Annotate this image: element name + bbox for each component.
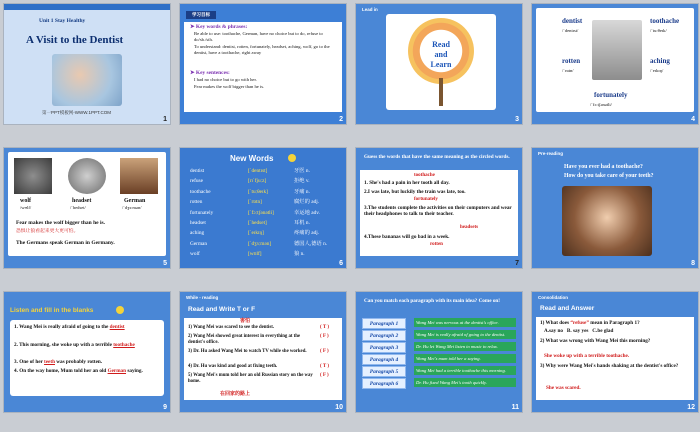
blank-line-3: 3. One of her teeth was probably rotten. bbox=[14, 359, 103, 365]
answer-heading: Read and Answer bbox=[540, 305, 595, 312]
slide-thumbnail-7[interactable] bbox=[355, 147, 523, 269]
slide-sorter-grid bbox=[3, 3, 697, 429]
word-row-phonetic: [ˈrɒtn] bbox=[248, 199, 262, 206]
tf-answer: ( F ) bbox=[320, 373, 329, 378]
phonetic-dentist: /ˈdentɪst/ bbox=[562, 28, 579, 33]
blank-line-2: 2. This morning, she woke up with a terrible toothache bbox=[14, 342, 135, 348]
word-row-word: toothache bbox=[190, 188, 211, 195]
slide-title: A Visit to the Dentist bbox=[26, 34, 124, 46]
word-row bbox=[190, 166, 340, 176]
paragraph-label[interactable]: Paragraph 5 bbox=[362, 366, 406, 377]
smiley-icon bbox=[288, 154, 296, 162]
keywords-heading: ➤ Key words & phrases: bbox=[190, 24, 248, 30]
sentence-germans: The Germans speak German in Germany. bbox=[16, 240, 115, 246]
word-rotten: rotten bbox=[562, 57, 581, 65]
phonetic-aching: /ˈeɪkɪŋ/ bbox=[650, 68, 664, 73]
slide-number: 5 bbox=[163, 260, 167, 267]
sentence-translation: 恐惧让狼看起来更大更可怕。 bbox=[16, 229, 79, 234]
paragraph-label[interactable]: Paragraph 6 bbox=[362, 378, 406, 389]
main-idea-box[interactable]: Wang Mei's mum told her a saying. bbox=[414, 354, 516, 363]
illustration-card bbox=[386, 14, 496, 110]
tf-statement: 5) Wang Mei's mum told her an old Russian story on the way home. bbox=[188, 373, 313, 384]
word-row-meaning: 幸运地 adv. bbox=[294, 209, 320, 216]
phonetic-rotten: /ˈrɒtn/ bbox=[562, 68, 574, 73]
top-band bbox=[4, 4, 170, 10]
answer-3: She was scared. bbox=[546, 385, 581, 391]
word-german: German bbox=[124, 198, 146, 204]
word-row-meaning: 牙医 n. bbox=[294, 168, 310, 174]
answer-4: rotten bbox=[430, 242, 443, 247]
keywords-line-1: Be able to use: toothache, German, have no choice but to do, refuse to do/sb./sth. bbox=[194, 31, 323, 42]
word-row bbox=[190, 249, 340, 259]
section-label: While - reading bbox=[186, 295, 219, 300]
word-row-meaning: 牙痛 n. bbox=[294, 188, 310, 195]
tf-statement: 4) Dr. Hu was kind and good at fixing teeth. bbox=[188, 364, 278, 369]
slide-number: 6 bbox=[339, 260, 343, 267]
tf-statement: 3) Dr. Hu asked Wang Mei to watch TV while she worked. bbox=[188, 349, 307, 354]
word-row-phonetic: [ˈeɪkɪŋ] bbox=[248, 230, 264, 237]
listen-heading: Listen and fill in the blanks bbox=[10, 307, 94, 314]
smiley-icon bbox=[116, 306, 124, 314]
options-row: A.say no B. say yes C.be glad bbox=[544, 328, 614, 334]
new-words-table bbox=[190, 166, 340, 260]
word-wolf: wolf bbox=[20, 198, 31, 204]
word-aching: aching bbox=[650, 57, 670, 65]
slide-number: 3 bbox=[515, 116, 519, 123]
word-row-meaning: 德国人,德语 n. bbox=[294, 240, 328, 247]
sentence-1: I had no choice but to go with her. bbox=[194, 77, 257, 82]
slide-number: 8 bbox=[691, 260, 695, 267]
word-row-phonetic: [wʊlf] bbox=[248, 251, 262, 258]
question-3: 3) Why were Wang Mei's hands shaking at the dentist's office? bbox=[540, 363, 679, 369]
word-row-phonetic: [ˈfɔːtʃənətli] bbox=[248, 209, 274, 216]
word-row-word: fortunately bbox=[190, 209, 214, 216]
word-row-phonetic: [ˈhedset] bbox=[248, 219, 267, 226]
paragraph-label[interactable]: Paragraph 1 bbox=[362, 318, 406, 329]
guess-heading: Guess the words that have the same meaning as the circled words. bbox=[364, 154, 510, 160]
paragraph-label[interactable]: Paragraph 2 bbox=[362, 330, 406, 341]
tf-statement: 1) Wang Mei was scared to see the dentist. bbox=[188, 325, 275, 330]
tf-answer: ( F ) bbox=[320, 334, 329, 339]
note-scared: 害怕 bbox=[240, 319, 251, 324]
slide-thumbnail-4[interactable] bbox=[531, 3, 699, 125]
word-row-word: headset bbox=[190, 219, 206, 226]
slide-number: 10 bbox=[335, 404, 343, 411]
section-label: Pre-reading bbox=[538, 151, 564, 156]
dentist-photo bbox=[52, 54, 122, 106]
tf-statement: 2) Wang Mei showed great interest in everything at the dentist's office. bbox=[188, 334, 301, 345]
read-and-learn-text: Read and Learn bbox=[430, 40, 452, 69]
tf-answer: ( T ) bbox=[320, 325, 329, 330]
word-row-phonetic: [ˈdʒɜːmən] bbox=[248, 240, 272, 247]
word-row-meaning: 耳机 n. bbox=[294, 219, 310, 226]
slide-thumbnail-10[interactable] bbox=[179, 291, 347, 413]
phonetic-wolf: /wʊlf/ bbox=[20, 205, 32, 210]
tf-answer: ( T ) bbox=[320, 364, 329, 369]
word-row bbox=[190, 208, 340, 218]
word-row-word: refuse bbox=[190, 178, 203, 185]
slide-number: 7 bbox=[515, 260, 519, 267]
paragraph-label[interactable]: Paragraph 3 bbox=[362, 342, 406, 353]
tf-answer: ( F ) bbox=[320, 349, 329, 354]
word-row-word: wolf bbox=[190, 251, 200, 258]
word-toothache: toothache bbox=[650, 17, 680, 25]
phonetic-toothache: /ˈtuːθeɪk/ bbox=[650, 28, 667, 33]
slide-thumbnail-1[interactable] bbox=[3, 3, 171, 125]
main-idea-box[interactable]: Wang Mei was nervous at the dentist's office. bbox=[414, 318, 516, 327]
unit-label: Unit 1 Stay Healthy bbox=[39, 18, 86, 24]
section-label: Consolidation bbox=[538, 295, 568, 300]
word-row-word: dentist bbox=[190, 168, 205, 174]
word-row-phonetic: [ˈtuːθeɪk] bbox=[248, 188, 268, 195]
slide-number: 9 bbox=[163, 404, 167, 411]
content-card bbox=[10, 320, 164, 396]
question-4: 4.These bananas will go bad in a week. bbox=[364, 234, 450, 240]
note-way-home: 在回家的路上 bbox=[220, 392, 251, 397]
word-row-phonetic: [ˈdentɪst] bbox=[248, 168, 268, 174]
new-words-title: New Words bbox=[230, 154, 274, 163]
word-row bbox=[190, 228, 340, 238]
question-2: How do you take care of your teeth? bbox=[564, 173, 654, 179]
tf-heading: Read and Write T or F bbox=[188, 306, 256, 313]
sentence-wolf: Fear makes the wolf bigger than he is. bbox=[16, 220, 106, 226]
word-row-meaning: 狼 n. bbox=[294, 251, 305, 258]
answer-3: headsets bbox=[460, 225, 479, 230]
word-row-meaning: 腐烂的 adj. bbox=[294, 199, 320, 206]
sentences-heading: ➤ Key sentences: bbox=[190, 70, 230, 76]
section-label: Lead in bbox=[362, 7, 378, 12]
word-headset: headset bbox=[72, 198, 92, 204]
phonetic-german: /ˈdʒɜːmən/ bbox=[122, 205, 142, 210]
headset-image bbox=[68, 158, 106, 194]
question-1: 1) What does “refuse” mean in Paragraph 1? bbox=[540, 320, 640, 326]
phonetic-fortunately: /ˈfɔːtʃənətli/ bbox=[590, 102, 612, 107]
slide-number: 12 bbox=[687, 404, 695, 411]
answer-1: toothache bbox=[414, 173, 435, 178]
section-tag: 学习目标 bbox=[186, 11, 216, 19]
sentence-2: Fear makes the wolf bigger than he is. bbox=[194, 84, 265, 89]
girl-at-dentist-photo bbox=[562, 186, 652, 256]
word-row bbox=[190, 218, 340, 228]
slide-thumbnail-12[interactable] bbox=[531, 291, 699, 413]
slide-number: 4 bbox=[691, 116, 695, 123]
blank-line-1: 1. Wang Mei is really afraid of going to the dentist bbox=[14, 324, 125, 330]
main-idea-box[interactable]: Dr. Hu fixed Wang Mei's tooth quickly. bbox=[414, 378, 516, 387]
question-3: 3.The students complete the activities on their computers and wear their headphones to talk to their teacher. bbox=[364, 205, 512, 218]
word-dentist: dentist bbox=[562, 17, 583, 25]
slide-thumbnail-5[interactable] bbox=[3, 147, 171, 269]
answer-2: fortunately bbox=[414, 197, 438, 202]
question-2: 2) What was wrong with Wang Mei this morning? bbox=[540, 338, 651, 344]
question-1: 1. She's had a pain in her tooth all day. bbox=[364, 180, 450, 186]
slide-number: 1 bbox=[163, 116, 167, 123]
word-fortunately: fortunately bbox=[594, 91, 628, 99]
word-row-word: aching bbox=[190, 230, 205, 237]
german-image bbox=[120, 158, 158, 194]
word-row-phonetic: [rɪˈfjuːz] bbox=[248, 178, 267, 185]
main-idea-box[interactable]: Wang Mei is really afraid of going to the dentist. bbox=[414, 330, 516, 339]
word-row-meaning: 拒绝 v. bbox=[294, 178, 310, 185]
question-2: 2.I was late, but luckily the train was late, too. bbox=[364, 189, 466, 195]
slide-number: 11 bbox=[511, 404, 519, 411]
word-row-word: German bbox=[190, 240, 208, 247]
slide-thumbnail-3[interactable] bbox=[355, 3, 523, 125]
tree-trunk bbox=[439, 78, 443, 106]
main-idea-box[interactable]: Wang Mei had a terrible toothache this morning. bbox=[414, 366, 516, 375]
slide-thumbnail-8[interactable] bbox=[531, 147, 699, 269]
answer-2: She woke up with a terrible toothache. bbox=[544, 353, 630, 359]
word-row-meaning: 疼痛的 adj. bbox=[294, 230, 320, 237]
wolf-image bbox=[14, 158, 52, 194]
word-row bbox=[190, 239, 340, 249]
footer-text: 第一PPT模板网-WWW.1PPT.COM bbox=[42, 110, 111, 115]
slide-thumbnail-9[interactable] bbox=[3, 291, 171, 413]
main-idea-box[interactable]: Dr. Hu let Wang Mei listen to music to relax. bbox=[414, 342, 516, 351]
word-row bbox=[190, 197, 340, 207]
slide-thumbnail-6[interactable] bbox=[179, 147, 347, 269]
word-row bbox=[190, 176, 340, 186]
keywords-line-2: To understand: dentist, rotten, fortunately, headset, aching, wolf, go to the dentist, have a toothache, right away bbox=[194, 44, 330, 55]
slide-number: 2 bbox=[339, 116, 343, 123]
slide-thumbnail-2[interactable] bbox=[179, 3, 347, 125]
slide-thumbnail-11[interactable] bbox=[355, 291, 523, 413]
word-row-word: rotten bbox=[190, 199, 203, 206]
word-row bbox=[190, 187, 340, 197]
paragraph-label[interactable]: Paragraph 4 bbox=[362, 354, 406, 365]
match-heading: Can you match each paragraph with its main idea? Come on! bbox=[364, 298, 501, 304]
question-1: Have you ever had a toothache? bbox=[564, 164, 643, 170]
toothache-photo bbox=[592, 20, 642, 80]
blank-line-4: 4. On the way home, Mum told her an old German saying. bbox=[14, 368, 143, 374]
phonetic-headset: /ˈhedset/ bbox=[70, 205, 86, 210]
